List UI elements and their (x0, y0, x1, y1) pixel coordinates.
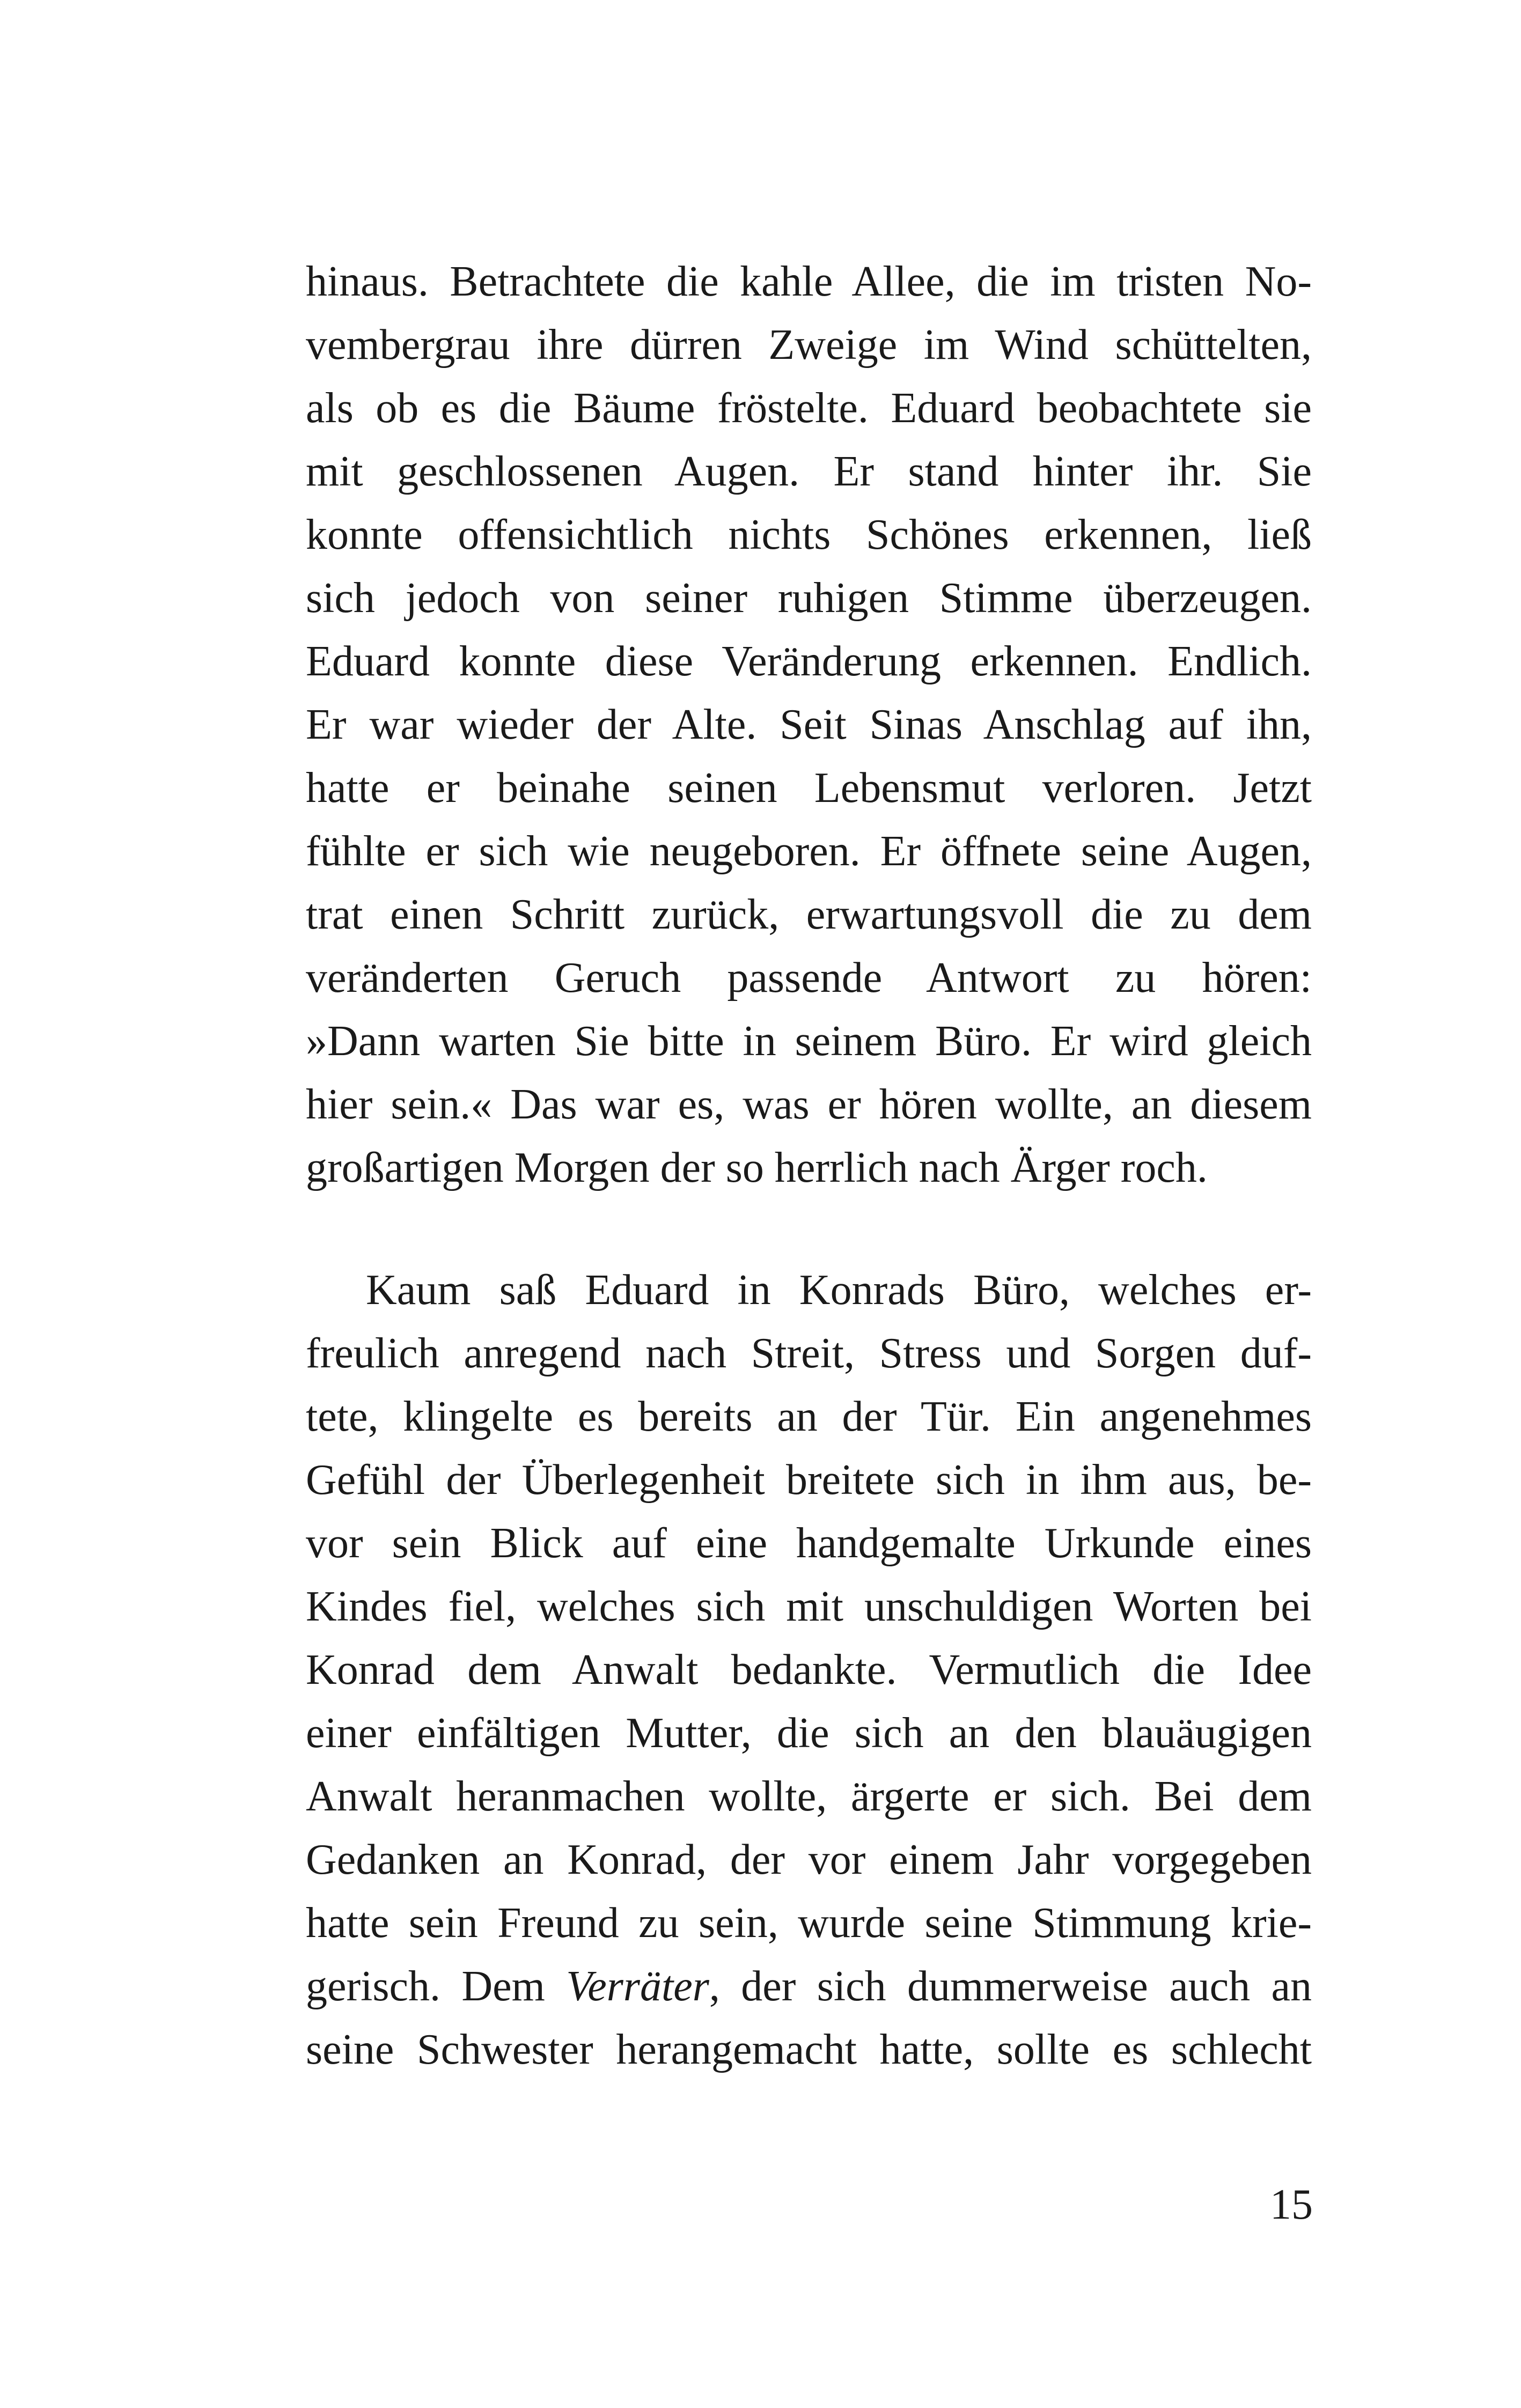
text-line: freulich anregend nach Streit, Stress und Sorgen duf- (306, 1330, 1312, 1377)
text-line: sich jedoch von seiner ruhigen Stimme überzeugen. (306, 575, 1312, 622)
text-line: Konrad dem Anwalt bedankte. Vermutlich die Idee (306, 1646, 1312, 1693)
text-line: großartigen Morgen der so herrlich nach Ärger roch. (306, 1144, 1208, 1191)
text-line: hatte sein Freund zu sein, wurde seine Stimmung krie- (306, 1899, 1312, 1947)
paragraph-1 (306, 250, 1312, 1199)
text-line: als ob es die Bäume fröstelte. Eduard beobachtete sie (306, 385, 1312, 432)
text-line: veränderten Geruch passende Antwort zu hören: (306, 954, 1312, 1002)
text-line: Er war wieder der Alte. Seit Sinas Anschlag auf ihn, (306, 701, 1312, 748)
text-line: hinaus. Betrachtete die kahle Allee, die im tristen No- (306, 258, 1312, 305)
page-number: 15 (1270, 2181, 1313, 2228)
text-line: tete, klingelte es bereits an der Tür. Ein angenehmes (306, 1393, 1312, 1440)
text-line: »Dann warten Sie bitte in seinem Büro. Er wird gleich (306, 1018, 1312, 1065)
paragraph-2 (306, 1258, 1312, 2081)
text-line: vembergrau ihre dürren Zweige im Wind schüttelten, (306, 321, 1312, 369)
text-line: Gefühl der Überlegenheit breitete sich in ihm aus, be- (306, 1456, 1312, 1504)
text-line: Anwalt heranmachen wollte, ärgerte er sich. Bei dem (306, 1773, 1312, 1820)
text-line: konnte offensichtlich nichts Schönes erkennen, ließ (306, 511, 1312, 558)
text-line: mit geschlossenen Augen. Er stand hinter ihr. Sie (306, 448, 1312, 495)
text-line: fühlte er sich wie neugeboren. Er öffnete seine Augen, (306, 828, 1312, 875)
text-line: seine Schwester herangemacht hatte, sollte es schlecht (306, 2026, 1312, 2073)
text-line: trat einen Schritt zurück, erwartungsvoll die zu dem (306, 891, 1312, 938)
text-line: vor sein Blick auf eine handgemalte Urkunde eines (306, 1520, 1312, 1567)
text-line (306, 1955, 1312, 2018)
text-fragment: gerisch. Dem (306, 1963, 567, 2010)
text-line: hier sein.« Das war es, was er hören wollte, an diesem (306, 1081, 1312, 1128)
text-line: Eduard konnte diese Veränderung erkennen. Endlich. (306, 638, 1312, 685)
italic-word: Verräter (566, 1963, 709, 2010)
text-line: Gedanken an Konrad, der vor einem Jahr vorgegeben (306, 1836, 1312, 1883)
text-fragment: , der sich dummerweise auch an (709, 1963, 1312, 2010)
text-line: hatte er beinahe seinen Lebensmut verloren. Jetzt (306, 764, 1312, 812)
text-line: Kaum saß Eduard in Konrads Büro, welches er- (366, 1266, 1312, 1314)
text-line: Kindes fiel, welches sich mit unschuldigen Worten bei (306, 1583, 1312, 1630)
text-line: einer einfältigen Mutter, die sich an den blauäugigen (306, 1710, 1312, 1757)
